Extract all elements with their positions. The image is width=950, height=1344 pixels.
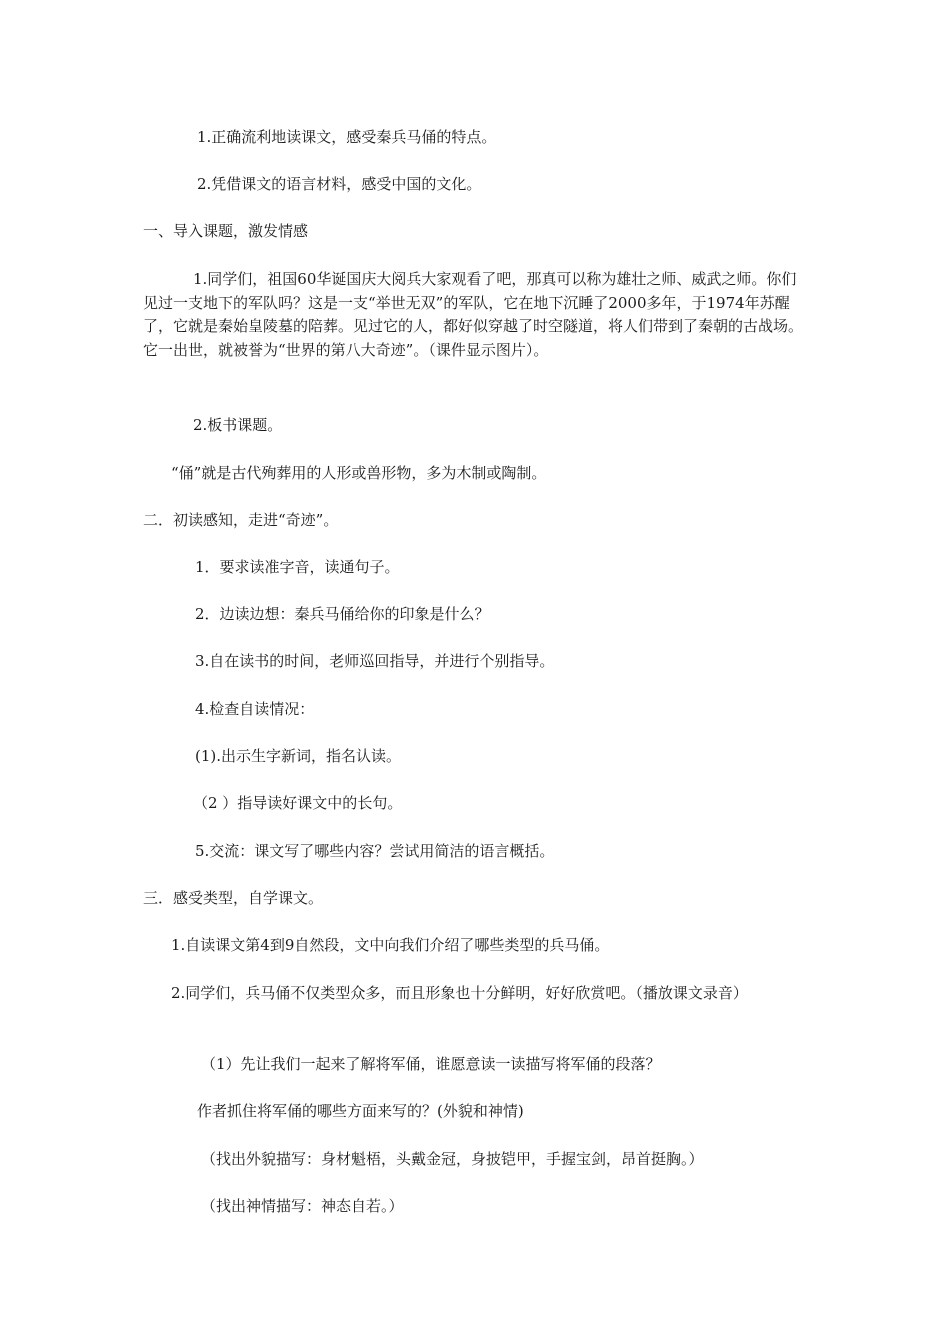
intro-paragraph: 1.同学们，祖国60华诞国庆大阅兵大家观看了吧，那真可以称为雄壮之师、威武之师。你们见过一支地下的军队吗？这是一支“举世无双”的军队，它在地下沉睡了2000多年，于1974年苏醒了，它就是秦始皇陵墓的陪葬。见过它的人，都好似穿越了时空隧道，将人们带到了秦朝的古战场。它一出世，就被誉为“世界的第八大奇迹”。（课件显示图片）。 — [143, 270, 804, 359]
list-item: 3.自在读书的时间，老师巡回指导，并进行个别指导。 — [195, 652, 555, 670]
list-item: 5.交流：课文写了哪些内容？尝试用简洁的语言概括。 — [195, 842, 555, 860]
list-item: 1.自读课文第4到9自然段，文中向我们介绍了哪些类型的兵马俑。 — [171, 936, 610, 954]
sub-item: 作者抓住将军俑的哪些方面来写的？(外貌和神情) — [197, 1102, 524, 1120]
section-heading-2: 二．初读感知，走进“奇迹”。 — [143, 511, 339, 529]
list-item: 1．要求读准字音，读通句子。 — [195, 558, 400, 576]
objective-1: 1.正确流利地读课文，感受秦兵马俑的特点。 — [197, 128, 497, 146]
sub-item: （找出神情描写：神态自若。） — [201, 1197, 404, 1215]
list-item: (1).出示生字新词，指名认读。 — [195, 747, 402, 765]
sub-item: （1）先让我们一起来了解将军俑，谁愿意读一读描写将军俑的段落？ — [201, 1055, 661, 1073]
yong-definition: “俑”就是古代殉葬用的人形或兽形物，多为木制或陶制。 — [171, 464, 547, 482]
blackboard-title-item: 2.板书课题。 — [193, 416, 283, 434]
section-heading-3: 三．感受类型，自学课文。 — [143, 889, 324, 907]
list-item: 4.检查自读情况： — [195, 700, 315, 718]
section-heading-1: 一、导入课题，激发情感 — [143, 222, 309, 240]
list-item: （2 ）指导读好课文中的长句。 — [193, 794, 403, 812]
sub-item: （找出外貌描写：身材魁梧，头戴金冠，身披铠甲，手握宝剑，昂首挺胸。） — [201, 1150, 704, 1168]
appreciation-paragraph: 2.同学们，兵马俑不仅类型众多，而且形象也十分鲜明，好好欣赏吧。（播放课文录音） — [171, 984, 748, 1002]
list-item: 2．边读边想：秦兵马俑给你的印象是什么？ — [195, 605, 490, 623]
objective-2: 2.凭借课文的语言材料，感受中国的文化。 — [197, 175, 482, 193]
